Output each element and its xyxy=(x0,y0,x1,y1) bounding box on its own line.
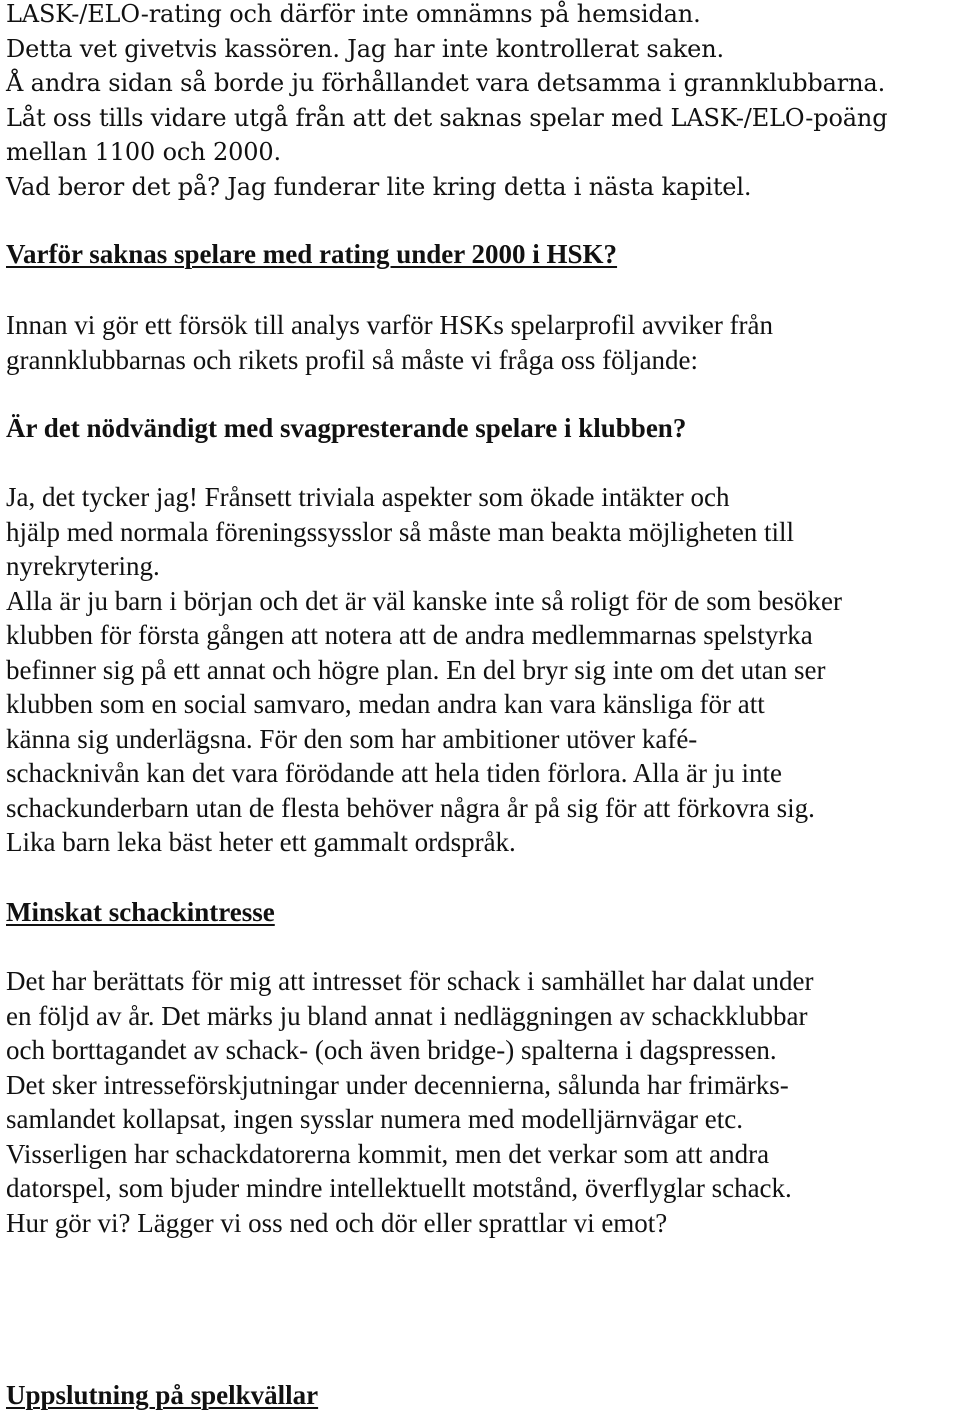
text-line: Lika barn leka bäst heter ett gammalt ordspråk. xyxy=(6,827,516,857)
text-line: datorspel, som bjuder mindre intellektuellt motstånd, överflyglar schack. xyxy=(6,1173,792,1203)
analysis-paragraph xyxy=(6,308,773,377)
text-line: klubben för första gången att notera att de andra medlemmarnas spelstyrka xyxy=(6,620,813,650)
text-line: Innan vi gör ett försök till analys varför HSKs spelarprofil avviker från xyxy=(6,310,774,340)
text-line: grannklubbarnas och rikets profil så måste vi fråga oss följande: xyxy=(6,344,699,375)
text-line: känna sig underlägsna. För den som har ambitioner utöver kafé- xyxy=(6,723,698,754)
section-heading-attendance: Uppslutning på spelkvällar xyxy=(6,1380,319,1410)
text-line: Hur gör vi? Lägger vi oss ned och dör eller sprattlar vi emot? xyxy=(6,1207,668,1238)
text-line: Vad beror det på? Jag funderar lite kring detta i nästa kapitel. xyxy=(6,172,752,201)
text-line: nyrekrytering. xyxy=(6,551,160,581)
question-heading: Är det nödvändigt med svagpresterande spelare i klubben? xyxy=(6,413,687,443)
text-line: schacknivån kan det vara förödande att hela tiden förlora. Alla är ju inte xyxy=(6,758,782,788)
answer-paragraph xyxy=(6,480,842,860)
text-line: hjälp med normala föreningssysslor så måste man beakta möjligheten till xyxy=(6,516,795,547)
text-line: Ja, det tycker jag! Frånsett triviala aspekter som ökade intäkter och xyxy=(6,482,730,512)
text-line: och borttagandet av schack- (och även bridge-) spalterna i dagspressen. xyxy=(6,1035,777,1065)
text-line: Låt oss tills vidare utgå från att det saknas spelar med LASK-/ELO-poäng xyxy=(6,103,888,132)
text-line: Visserligen har schackdatorerna kommit, men det verkar som att andra xyxy=(6,1138,770,1169)
text-line: Detta vet givetvis kassören. Jag har inte kontrollerat saken. xyxy=(6,34,724,63)
section-heading-interest: Minskat schackintresse xyxy=(6,897,275,927)
intro-paragraph xyxy=(6,0,887,204)
text-line: Det sker intresseförskjutningar under decennierna, sålunda har frimärks- xyxy=(6,1069,789,1100)
text-line: klubben som en social samvaro, medan andra kan vara känsliga för att xyxy=(6,689,765,719)
text-line: LASK-/ELO-rating och därför inte omnämns på hemsidan. xyxy=(6,0,701,28)
text-line: samlandet kollapsat, ingen sysslar numera med modelljärnvägar etc. xyxy=(6,1104,744,1134)
text-line: Det har berättats för mig att intresset för schack i samhället har dalat under xyxy=(6,966,814,996)
section-heading-rating: Varför saknas spelare med rating under 2000 i HSK? xyxy=(6,239,618,269)
text-line: schackunderbarn utan de flesta behöver några år på sig för att förkovra sig. xyxy=(6,792,815,823)
text-line: Å andra sidan så borde ju förhållandet vara detsamma i grannklubbarna. xyxy=(6,69,886,97)
text-line: befinner sig på ett annat och högre plan. En del bryr sig inte om det utan ser xyxy=(6,654,826,685)
interest-paragraph xyxy=(6,964,813,1240)
text-line: mellan 1100 och 2000. xyxy=(6,138,281,166)
text-line: en följd av år. Det märks ju bland annat i nedläggningen av schackklubbar xyxy=(6,1000,808,1031)
text-line: Alla är ju barn i början och det är väl kanske inte så roligt för de som besöker xyxy=(6,585,842,616)
